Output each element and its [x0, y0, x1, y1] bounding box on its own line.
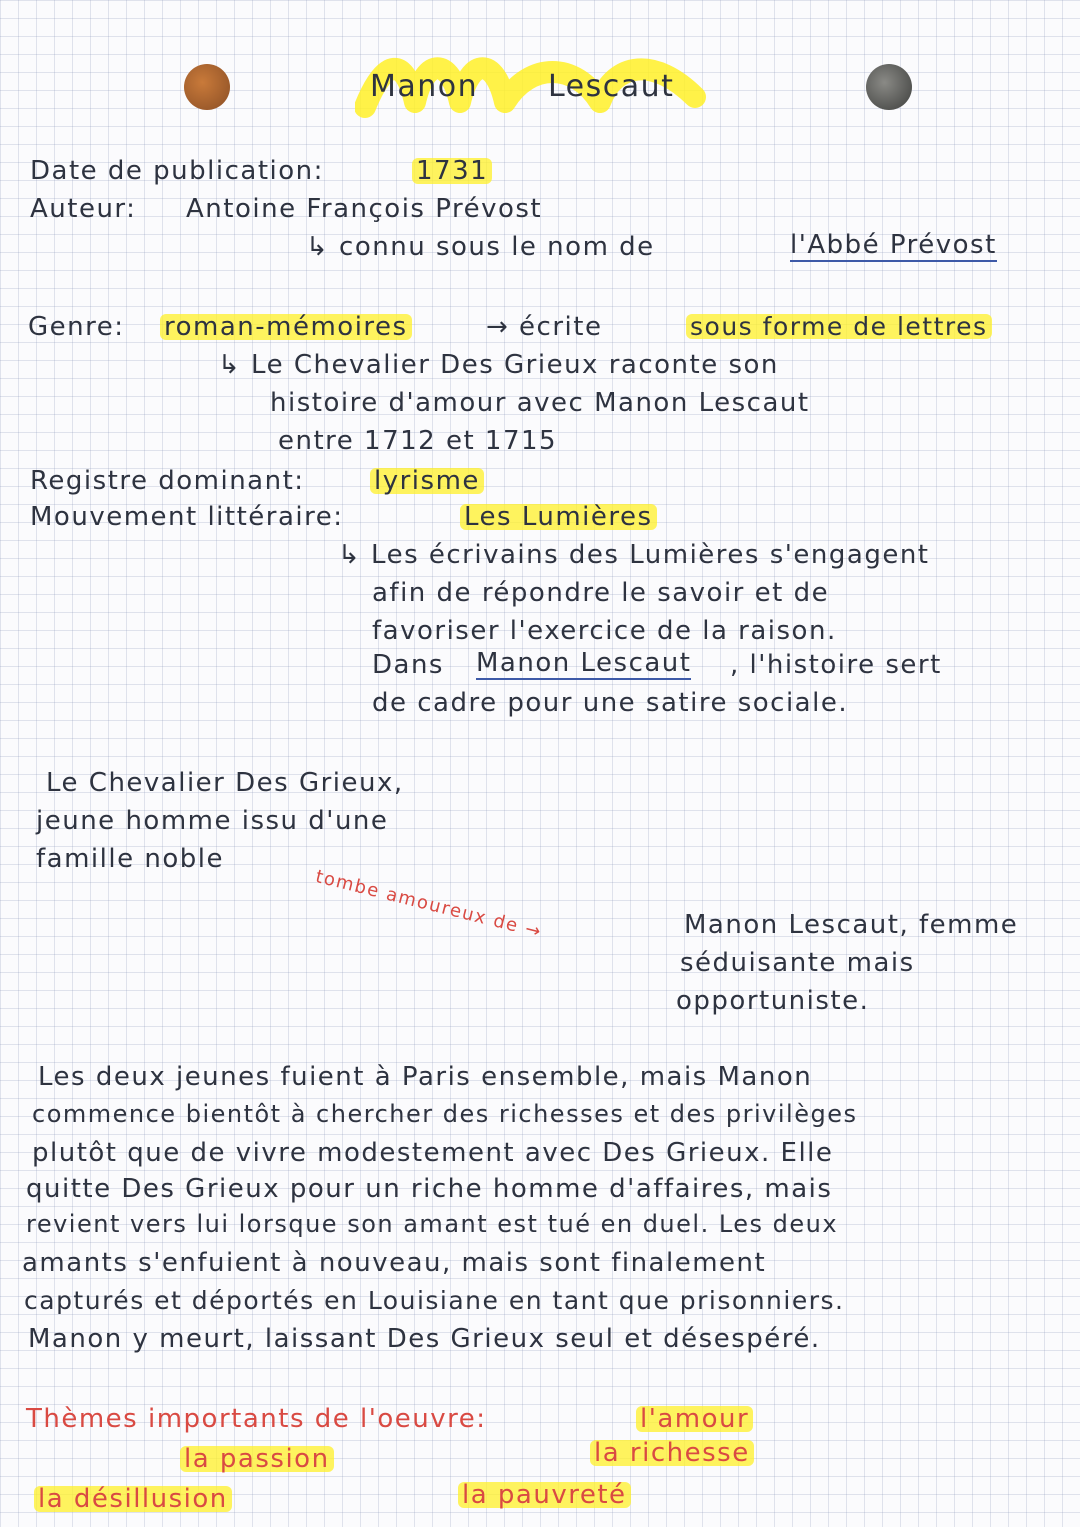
summary-line-7: capturés et déportés en Louisiane en tant que prisonniers.: [24, 1286, 845, 1315]
author-value: Antoine François Prévost: [186, 194, 543, 224]
genre-desc-3: entre 1712 et 1715: [278, 426, 558, 456]
theme-wealth: la richesse: [590, 1440, 754, 1466]
summary-line-5: revient vers lui lorsque son amant est tué en duel. Les deux: [26, 1210, 839, 1238]
themes-label: Thèmes importants de l'oeuvre:: [26, 1404, 487, 1434]
character-left-1: Le Chevalier Des Grieux,: [46, 768, 404, 798]
mouvement-desc-5: de cadre pour une satire sociale.: [372, 688, 849, 718]
author-pen-name: l'Abbé Prévost: [790, 230, 997, 260]
genre-desc-2: histoire d'amour avec Manon Lescaut: [270, 388, 810, 418]
theme-poverty: la pauvreté: [458, 1482, 631, 1508]
date-value: 1731: [412, 158, 492, 184]
genre-desc-1: ↳ Le Chevalier Des Grieux raconte son: [218, 350, 779, 380]
summary-line-2: commence bientôt à chercher des richesses et des privilèges: [32, 1100, 858, 1128]
registre-label: Registre dominant:: [30, 466, 305, 496]
theme-disillusion: la désillusion: [34, 1486, 232, 1512]
mouvement-desc-4-prefix: Dans: [372, 650, 444, 680]
date-label: Date de publication:: [30, 156, 324, 186]
genre-arrow: → écrite: [486, 312, 603, 342]
binder-hole-left: [184, 64, 230, 110]
genre-label: Genre:: [28, 312, 125, 342]
genre-value: roman-mémoires: [160, 314, 412, 340]
summary-line-6: amants s'enfuient à nouveau, mais sont finalement: [22, 1248, 767, 1278]
character-right-2: séduisante mais: [680, 948, 915, 978]
mouvement-desc-1: ↳ Les écrivains des Lumières s'engagent: [338, 540, 930, 570]
theme-love: l'amour: [636, 1406, 753, 1432]
genre-form: sous forme de lettres: [686, 314, 992, 339]
summary-line-4: quitte Des Grieux pour un riche homme d'affaires, mais: [26, 1174, 833, 1204]
registre-value: lyrisme: [370, 468, 484, 494]
character-right-1: Manon Lescaut, femme: [684, 910, 1019, 940]
summary-line-3: plutôt que de vivre modestement avec Des Grieux. Elle: [32, 1138, 834, 1168]
summary-line-8: Manon y meurt, laissant Des Grieux seul et désespéré.: [28, 1324, 821, 1354]
mouvement-desc-4-title: Manon Lescaut: [476, 648, 692, 678]
author-label: Auteur:: [30, 194, 137, 224]
author-note: ↳ connu sous le nom de: [306, 232, 655, 262]
character-right-3: opportuniste.: [676, 986, 870, 1016]
mouvement-label: Mouvement littéraire:: [30, 502, 344, 532]
page-title-part1: Manon: [370, 69, 479, 104]
relation-arrow-text: tombe amoureux de →: [313, 866, 545, 943]
page-title-part2: Lescaut: [548, 69, 675, 104]
theme-passion: la passion: [180, 1446, 334, 1472]
mouvement-desc-3: favoriser l'exercice de la raison.: [372, 616, 837, 646]
mouvement-desc-4-suffix: , l'histoire sert: [730, 650, 942, 680]
mouvement-value: Les Lumières: [460, 504, 657, 530]
mouvement-desc-2: afin de répondre le savoir et de: [372, 578, 830, 608]
character-left-2: jeune homme issu d'une: [36, 806, 389, 836]
character-left-3: famille noble: [36, 844, 224, 874]
binder-hole-right: [866, 64, 912, 110]
summary-line-1: Les deux jeunes fuient à Paris ensemble, mais Manon: [38, 1062, 813, 1092]
